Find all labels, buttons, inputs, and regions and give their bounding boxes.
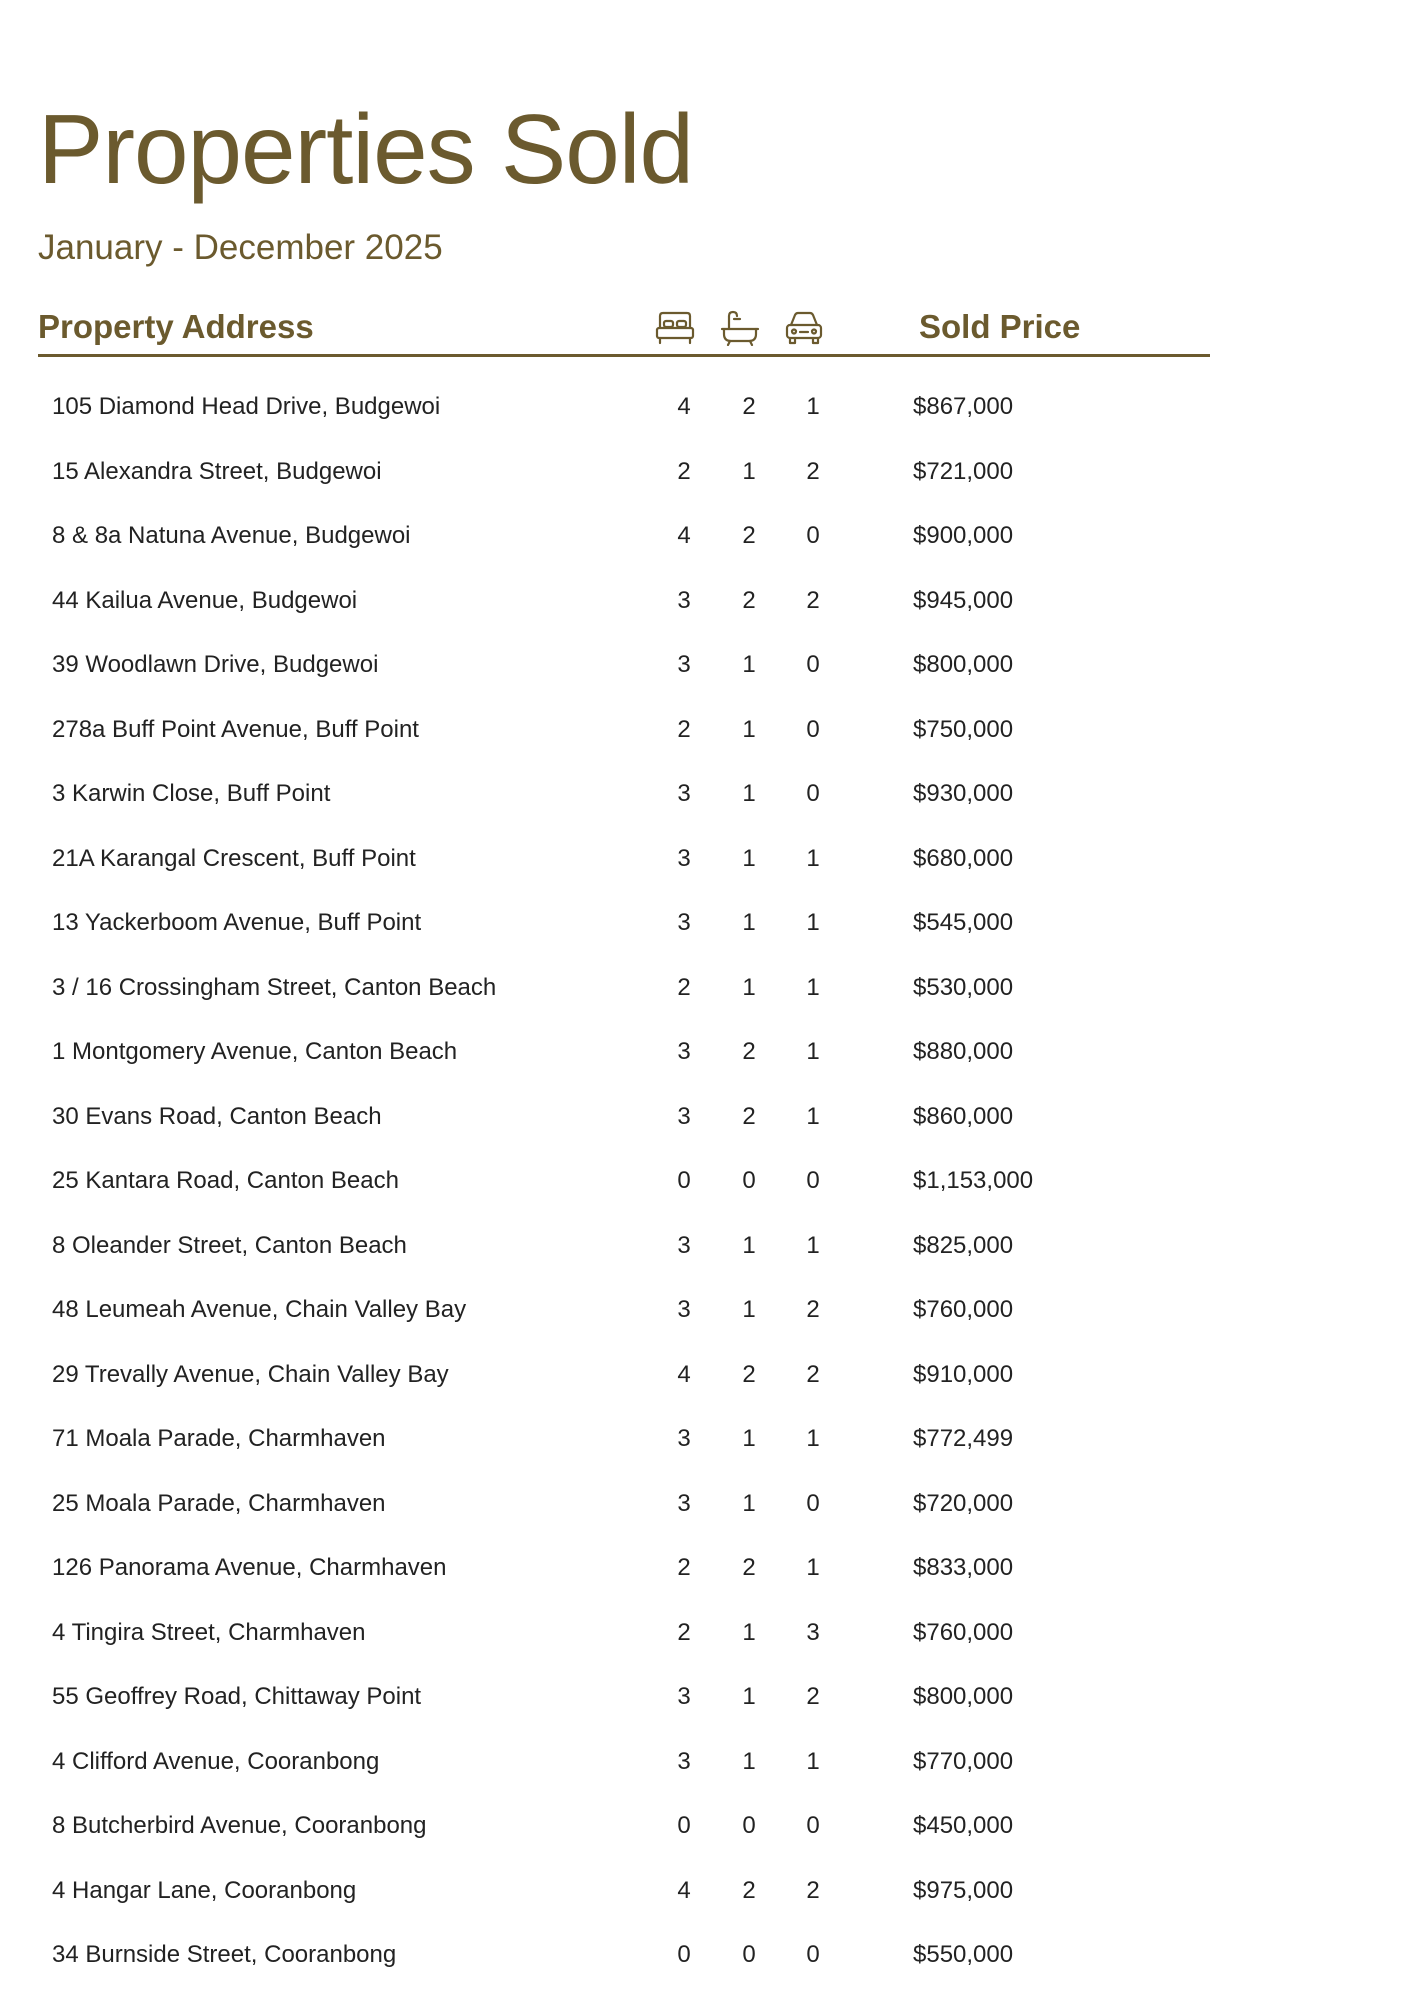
table-row xyxy=(0,1800,1414,1865)
bedrooms-count: 3 xyxy=(677,1747,691,1775)
carspaces-count: 0 xyxy=(806,715,820,743)
sold-price: $720,000 xyxy=(913,1489,1014,1517)
property-address: 34 Burnside Street, Cooranbong xyxy=(52,1941,397,1968)
bedrooms-count: 4 xyxy=(677,522,691,549)
bedrooms-count: 3 xyxy=(677,586,691,614)
bathrooms-count: 1 xyxy=(742,844,756,872)
property-address: 21A Karangal Crescent, Buff Point xyxy=(52,844,416,872)
bedrooms-count: 2 xyxy=(677,457,691,485)
property-address: 8 & 8a Natuna Avenue, Budgewoi xyxy=(52,522,411,549)
page-title: Properties Sold xyxy=(38,94,694,204)
sold-price: $900,000 xyxy=(913,522,1014,549)
bathrooms-count: 1 xyxy=(742,1231,756,1259)
bedrooms-count: 3 xyxy=(677,1231,691,1259)
bedrooms-count: 2 xyxy=(677,973,691,1001)
bathrooms-count: 1 xyxy=(742,780,756,807)
property-address: 3 Karwin Close, Buff Point xyxy=(52,780,331,807)
bathrooms-count: 0 xyxy=(742,1812,756,1839)
carspaces-count: 0 xyxy=(806,1167,820,1194)
table-row xyxy=(0,1865,1414,1930)
car-icon xyxy=(783,310,825,346)
table-row xyxy=(0,1542,1414,1607)
bedrooms-count: 4 xyxy=(677,1876,691,1904)
sold-price: $880,000 xyxy=(913,1038,1014,1065)
carspaces-count: 2 xyxy=(806,1360,820,1388)
carspaces-count: 0 xyxy=(806,1941,820,1968)
carspaces-count: 1 xyxy=(806,1747,820,1775)
table-row xyxy=(0,1091,1414,1156)
property-address: 3 / 16 Crossingham Street, Canton Beach xyxy=(52,973,497,1001)
property-address: 44 Kailua Avenue, Budgewoi xyxy=(52,586,358,614)
bathrooms-count: 2 xyxy=(742,1876,756,1904)
property-address: 126 Panorama Avenue, Charmhaven xyxy=(52,1554,447,1581)
sold-price: $930,000 xyxy=(913,780,1014,807)
sold-price: $825,000 xyxy=(913,1231,1014,1259)
property-address: 8 Butcherbird Avenue, Cooranbong xyxy=(52,1812,427,1839)
property-address: 39 Woodlawn Drive, Budgewoi xyxy=(52,651,379,678)
table-row xyxy=(0,1155,1414,1220)
bed-icon xyxy=(654,310,696,346)
bathrooms-count: 1 xyxy=(742,973,756,1001)
carspaces-count: 2 xyxy=(806,1683,820,1710)
carspaces-count: 1 xyxy=(806,1102,820,1130)
sold-price: $833,000 xyxy=(913,1554,1014,1581)
bedrooms-count: 3 xyxy=(677,1296,691,1323)
table-row xyxy=(0,510,1414,575)
sold-price: $750,000 xyxy=(913,715,1014,743)
sold-price: $450,000 xyxy=(913,1812,1014,1839)
sold-price: $772,499 xyxy=(913,1425,1014,1452)
property-address: 25 Kantara Road, Canton Beach xyxy=(52,1167,399,1194)
bedrooms-count: 3 xyxy=(677,909,691,936)
bathrooms-count: 2 xyxy=(742,1554,756,1581)
sold-price: $530,000 xyxy=(913,973,1014,1001)
sold-price: $975,000 xyxy=(913,1876,1014,1904)
sold-price: $680,000 xyxy=(913,844,1014,872)
carspaces-count: 2 xyxy=(806,457,820,485)
sold-price: $800,000 xyxy=(913,651,1014,678)
property-address: 4 Tingira Street, Charmhaven xyxy=(52,1618,366,1646)
table-row xyxy=(0,575,1414,640)
table-row xyxy=(0,446,1414,511)
property-address: 4 Clifford Avenue, Cooranbong xyxy=(52,1747,380,1775)
property-address: 55 Geoffrey Road, Chittaway Point xyxy=(52,1683,422,1710)
bathrooms-count: 0 xyxy=(742,1167,756,1194)
bathrooms-count: 1 xyxy=(742,1618,756,1646)
property-address: 29 Trevally Avenue, Chain Valley Bay xyxy=(52,1360,449,1388)
carspaces-count: 1 xyxy=(806,973,820,1001)
bathrooms-count: 1 xyxy=(742,1683,756,1710)
table-row xyxy=(0,1349,1414,1414)
bedrooms-count: 2 xyxy=(677,1618,691,1646)
property-address: 1 Montgomery Avenue, Canton Beach xyxy=(52,1038,458,1065)
bathrooms-count: 0 xyxy=(742,1941,756,1968)
table-row xyxy=(0,381,1414,446)
bedrooms-count: 2 xyxy=(677,715,691,743)
bedrooms-count: 2 xyxy=(677,1554,691,1581)
carspaces-count: 0 xyxy=(806,651,820,678)
carspaces-count: 0 xyxy=(806,1812,820,1839)
table-row xyxy=(0,768,1414,833)
bedrooms-count: 3 xyxy=(677,1425,691,1452)
carspaces-count: 2 xyxy=(806,1296,820,1323)
properties-table-body xyxy=(0,381,1414,1994)
sold-price: $910,000 xyxy=(913,1360,1014,1388)
property-address: 105 Diamond Head Drive, Budgewoi xyxy=(52,393,441,420)
sold-price: $550,000 xyxy=(913,1941,1014,1968)
carspaces-count: 1 xyxy=(806,1425,820,1452)
sold-price: $860,000 xyxy=(913,1102,1014,1130)
table-row xyxy=(0,833,1414,898)
bedrooms-count: 3 xyxy=(677,1102,691,1130)
property-address: 8 Oleander Street, Canton Beach xyxy=(52,1231,407,1259)
property-address: 4 Hangar Lane, Cooranbong xyxy=(52,1876,357,1904)
carspaces-count: 1 xyxy=(806,1038,820,1065)
bedrooms-count: 3 xyxy=(677,844,691,872)
bedrooms-count: 4 xyxy=(677,393,691,420)
table-row xyxy=(0,1284,1414,1349)
sold-price: $545,000 xyxy=(913,909,1014,936)
sold-price: $721,000 xyxy=(913,457,1014,485)
bathrooms-count: 2 xyxy=(742,522,756,549)
carspaces-count: 1 xyxy=(806,844,820,872)
bathrooms-count: 1 xyxy=(742,909,756,936)
table-row xyxy=(0,1026,1414,1091)
table-row xyxy=(0,1671,1414,1736)
carspaces-count: 0 xyxy=(806,780,820,807)
property-address: 278a Buff Point Avenue, Buff Point xyxy=(52,715,419,743)
table-row xyxy=(0,1478,1414,1543)
bathrooms-count: 2 xyxy=(742,1038,756,1065)
bathrooms-count: 2 xyxy=(742,1360,756,1388)
date-range-subtitle: January - December 2025 xyxy=(38,228,443,267)
table-row xyxy=(0,704,1414,769)
bathrooms-count: 1 xyxy=(742,715,756,743)
sold-price: $945,000 xyxy=(913,586,1014,614)
bathrooms-count: 1 xyxy=(742,651,756,678)
carspaces-count: 1 xyxy=(806,393,820,420)
bedrooms-count: 3 xyxy=(677,780,691,807)
property-address: 25 Moala Parade, Charmhaven xyxy=(52,1489,386,1517)
sold-price: $867,000 xyxy=(913,393,1014,420)
bedrooms-count: 3 xyxy=(677,1683,691,1710)
bedrooms-count: 3 xyxy=(677,1038,691,1065)
sold-price: $760,000 xyxy=(913,1296,1014,1323)
bedrooms-count: 3 xyxy=(677,1489,691,1517)
carspaces-count: 2 xyxy=(806,586,820,614)
sold-price: $770,000 xyxy=(913,1747,1014,1775)
bathrooms-count: 1 xyxy=(742,1747,756,1775)
carspaces-count: 1 xyxy=(806,1554,820,1581)
property-address: 71 Moala Parade, Charmhaven xyxy=(52,1425,386,1452)
table-row xyxy=(0,1929,1414,1994)
table-row xyxy=(0,639,1414,704)
bathrooms-count: 1 xyxy=(742,1425,756,1452)
property-address: 48 Leumeah Avenue, Chain Valley Bay xyxy=(52,1296,467,1323)
bedrooms-count: 4 xyxy=(677,1360,691,1388)
table-row xyxy=(0,897,1414,962)
property-address: 13 Yackerboom Avenue, Buff Point xyxy=(52,909,422,936)
sold-price: $800,000 xyxy=(913,1683,1014,1710)
bath-icon xyxy=(719,310,761,346)
carspaces-count: 0 xyxy=(806,522,820,549)
table-row xyxy=(0,1607,1414,1672)
bedrooms-count: 3 xyxy=(677,651,691,678)
sold-price: $760,000 xyxy=(913,1618,1014,1646)
property-address: 30 Evans Road, Canton Beach xyxy=(52,1102,382,1130)
bathrooms-count: 2 xyxy=(742,586,756,614)
bathrooms-count: 2 xyxy=(742,1102,756,1130)
carspaces-count: 2 xyxy=(806,1876,820,1904)
sold-price: $1,153,000 xyxy=(913,1167,1034,1194)
carspaces-count: 0 xyxy=(806,1489,820,1517)
carspaces-count: 3 xyxy=(806,1618,820,1646)
bathrooms-count: 2 xyxy=(742,393,756,420)
bathrooms-count: 1 xyxy=(742,457,756,485)
bedrooms-count: 0 xyxy=(677,1812,691,1839)
property-address: 15 Alexandra Street, Budgewoi xyxy=(52,457,382,485)
carspaces-count: 1 xyxy=(806,909,820,936)
bedrooms-count: 0 xyxy=(677,1941,691,1968)
table-row xyxy=(0,1220,1414,1285)
table-row xyxy=(0,1736,1414,1801)
bathrooms-count: 1 xyxy=(742,1489,756,1517)
table-row xyxy=(0,962,1414,1027)
table-row xyxy=(0,1413,1414,1478)
bathrooms-count: 1 xyxy=(742,1296,756,1323)
header-property-address: Property Address xyxy=(38,308,314,345)
table-header xyxy=(38,302,1210,357)
header-sold-price: Sold Price xyxy=(919,308,1081,345)
bedrooms-count: 0 xyxy=(677,1167,691,1194)
carspaces-count: 1 xyxy=(806,1231,820,1259)
